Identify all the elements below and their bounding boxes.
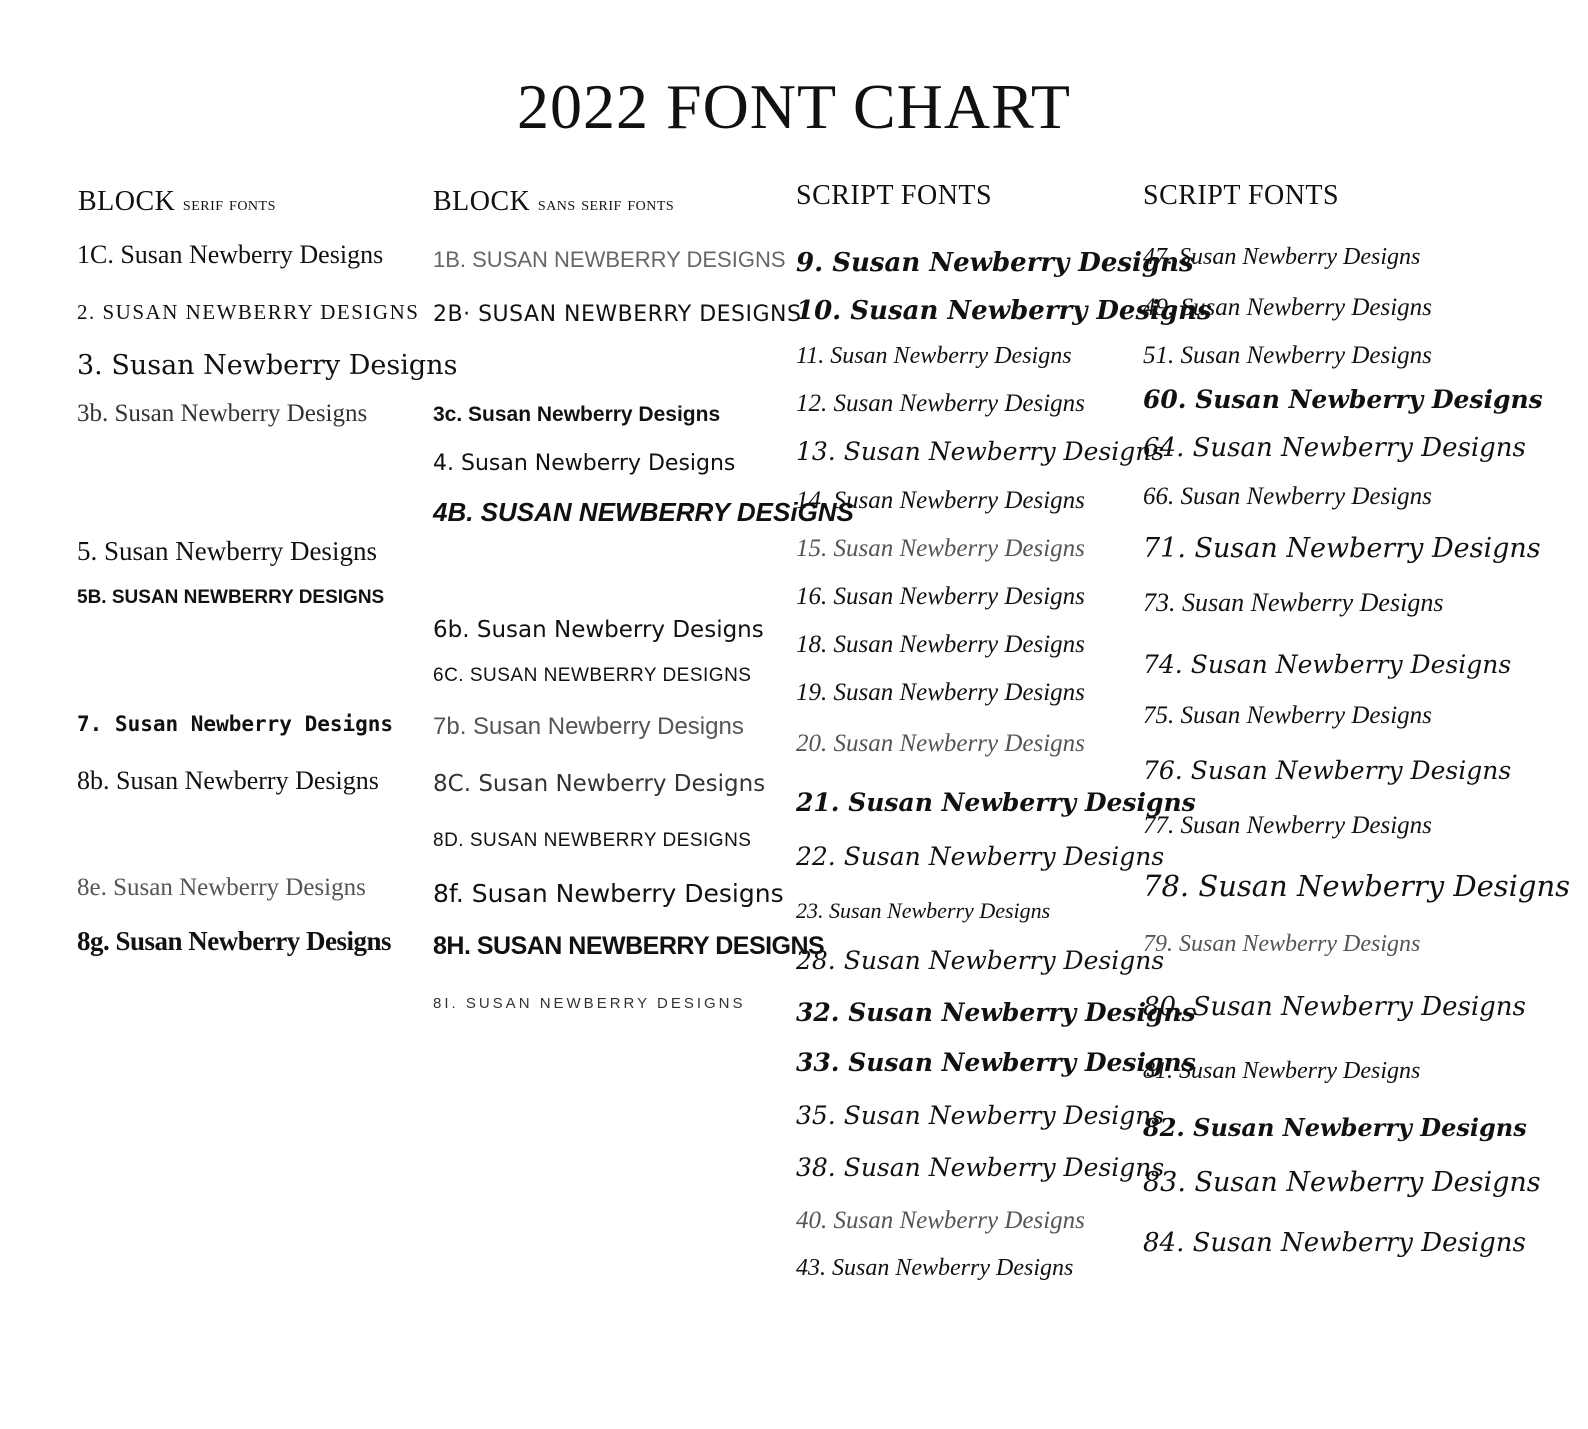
- font-sample-4b: 4B. SUSAN NEWBERRY DESiGNS: [433, 497, 854, 527]
- font-sample-3b: 3b. Susan Newberry Designs: [77, 400, 368, 427]
- font-sample-19: 19. Susan Newberry Designs: [796, 679, 1085, 706]
- font-sample-71: 71. Susan Newberry Designs: [1143, 533, 1541, 564]
- heading-small: sans serif fonts: [537, 193, 675, 215]
- font-sample-13: 13. Susan Newberry Designs: [796, 437, 1165, 466]
- font-sample-78: 78. Susan Newberry Designs: [1143, 869, 1571, 903]
- font-sample-14: 14. Susan Newberry Designs: [796, 487, 1085, 514]
- font-sample-5b: 5B. SUSAN NEWBERRY DESIGNS: [77, 587, 385, 608]
- font-sample-1b: 1B. SUSAN NEWBERRY DESIGNS: [433, 247, 786, 272]
- font-sample-12: 12. Susan Newberry Designs: [796, 390, 1085, 417]
- font-sample-43: 43. Susan Newberry Designs: [796, 1255, 1074, 1281]
- font-sample-22: 22. Susan Newberry Designs: [796, 842, 1165, 871]
- font-sample-21: 21. Susan Newberry Designs: [796, 788, 1196, 817]
- heading-big: SCRIPT FONTS: [796, 180, 993, 211]
- font-sample-82: 82. Susan Newberry Designs: [1143, 1113, 1527, 1142]
- font-sample-80: 80. Susan Newberry Designs: [1143, 992, 1526, 1022]
- font-sample-1c: 1C. Susan Newberry Designs: [77, 240, 384, 269]
- font-sample-20: 20. Susan Newberry Designs: [796, 730, 1085, 757]
- font-sample-15: 15. Susan Newberry Designs: [796, 535, 1085, 562]
- font-sample-18: 18. Susan Newberry Designs: [796, 631, 1085, 658]
- font-sample-73: 73. Susan Newberry Designs: [1143, 588, 1444, 617]
- column-heading-block-serif: [78, 186, 276, 218]
- font-sample-49: 49. Susan Newberry Designs: [1143, 294, 1432, 321]
- font-sample-8h: 8H. SUSAN NEWBERRY DESIGNS: [433, 932, 825, 960]
- font-sample-11: 11. Susan Newberry Designs: [796, 343, 1072, 369]
- font-sample-38: 38. Susan Newberry Designs: [796, 1153, 1165, 1182]
- font-sample-7b: 7b. Susan Newberry Designs: [433, 713, 744, 740]
- font-sample-75: 75. Susan Newberry Designs: [1143, 702, 1432, 729]
- heading-small: serif fonts: [182, 193, 276, 215]
- font-sample-6c: 6C. SUSAN NEWBERRY DESIGNS: [433, 665, 752, 686]
- font-sample-16: 16. Susan Newberry Designs: [796, 583, 1085, 610]
- font-sample-77: 77. Susan Newberry Designs: [1143, 812, 1432, 839]
- font-sample-2b: 2B· SUSAN NEWBERRY DESIGNS: [433, 302, 802, 327]
- font-sample-40: 40. Susan Newberry Designs: [796, 1207, 1085, 1234]
- column-heading-script-2: [1143, 180, 1339, 212]
- font-sample-79: 79. Susan Newberry Designs: [1143, 931, 1421, 957]
- heading-big: BLOCK: [433, 186, 531, 217]
- font-sample-8d: 8D. SUSAN NEWBERRY DESIGNS: [433, 830, 752, 851]
- font-sample-81: 81. Susan Newberry Designs: [1143, 1058, 1421, 1084]
- font-sample-7: 7. Susan Newberry Designs: [77, 712, 394, 736]
- font-sample-35: 35. Susan Newberry Designs: [796, 1101, 1165, 1130]
- font-sample-8i: 8I. SUSAN NEWBERRY DESIGNS: [433, 995, 746, 1012]
- font-sample-8f: 8f. Susan Newberry Designs: [433, 879, 784, 908]
- font-sample-8c: 8C. Susan Newberry Designs: [433, 771, 766, 797]
- font-sample-28: 28. Susan Newberry Designs: [796, 946, 1165, 975]
- font-sample-23: 23. Susan Newberry Designs: [796, 898, 1051, 923]
- font-sample-9: 9. Susan Newberry Designs: [796, 248, 1194, 278]
- font-sample-6b: 6b. Susan Newberry Designs: [433, 617, 764, 643]
- page-title: 2022 FONT CHART: [516, 71, 1072, 142]
- heading-big: SCRIPT FONTS: [1143, 180, 1340, 211]
- column-heading-block-sans: [433, 186, 674, 218]
- font-sample-2: 2. SUSAN NEWBERRY DESIGNS: [77, 300, 420, 324]
- font-sample-3c: 3c. Susan Newberry Designs: [433, 403, 721, 426]
- font-sample-33: 33. Susan Newberry Designs: [796, 1048, 1196, 1077]
- font-sample-66: 66. Susan Newberry Designs: [1143, 483, 1432, 510]
- font-sample-83: 83. Susan Newberry Designs: [1143, 1167, 1541, 1198]
- font-sample-10: 10. Susan Newberry Designs: [796, 296, 1212, 326]
- font-sample-8e: 8e. Susan Newberry Designs: [77, 874, 366, 901]
- font-sample-76: 76. Susan Newberry Designs: [1143, 756, 1512, 785]
- font-sample-4: 4. Susan Newberry Designs: [433, 451, 736, 476]
- font-sample-84: 84. Susan Newberry Designs: [1143, 1228, 1526, 1258]
- column-heading-script-1: [796, 180, 992, 212]
- font-sample-60: 60. Susan Newberry Designs: [1143, 385, 1543, 414]
- font-sample-3: 3. Susan Newberry Designs: [77, 350, 458, 381]
- font-sample-8b: 8b. Susan Newberry Designs: [77, 766, 379, 795]
- font-sample-8g: 8g. Susan Newberry Designs: [77, 926, 392, 956]
- font-sample-51: 51. Susan Newberry Designs: [1143, 342, 1432, 369]
- font-sample-74: 74. Susan Newberry Designs: [1143, 650, 1512, 679]
- font-sample-5: 5. Susan Newberry Designs: [77, 536, 377, 566]
- font-sample-32: 32. Susan Newberry Designs: [796, 998, 1196, 1027]
- font-sample-47: 47. Susan Newberry Designs: [1143, 244, 1421, 270]
- heading-big: BLOCK: [78, 186, 176, 217]
- font-sample-64: 64. Susan Newberry Designs: [1143, 433, 1526, 463]
